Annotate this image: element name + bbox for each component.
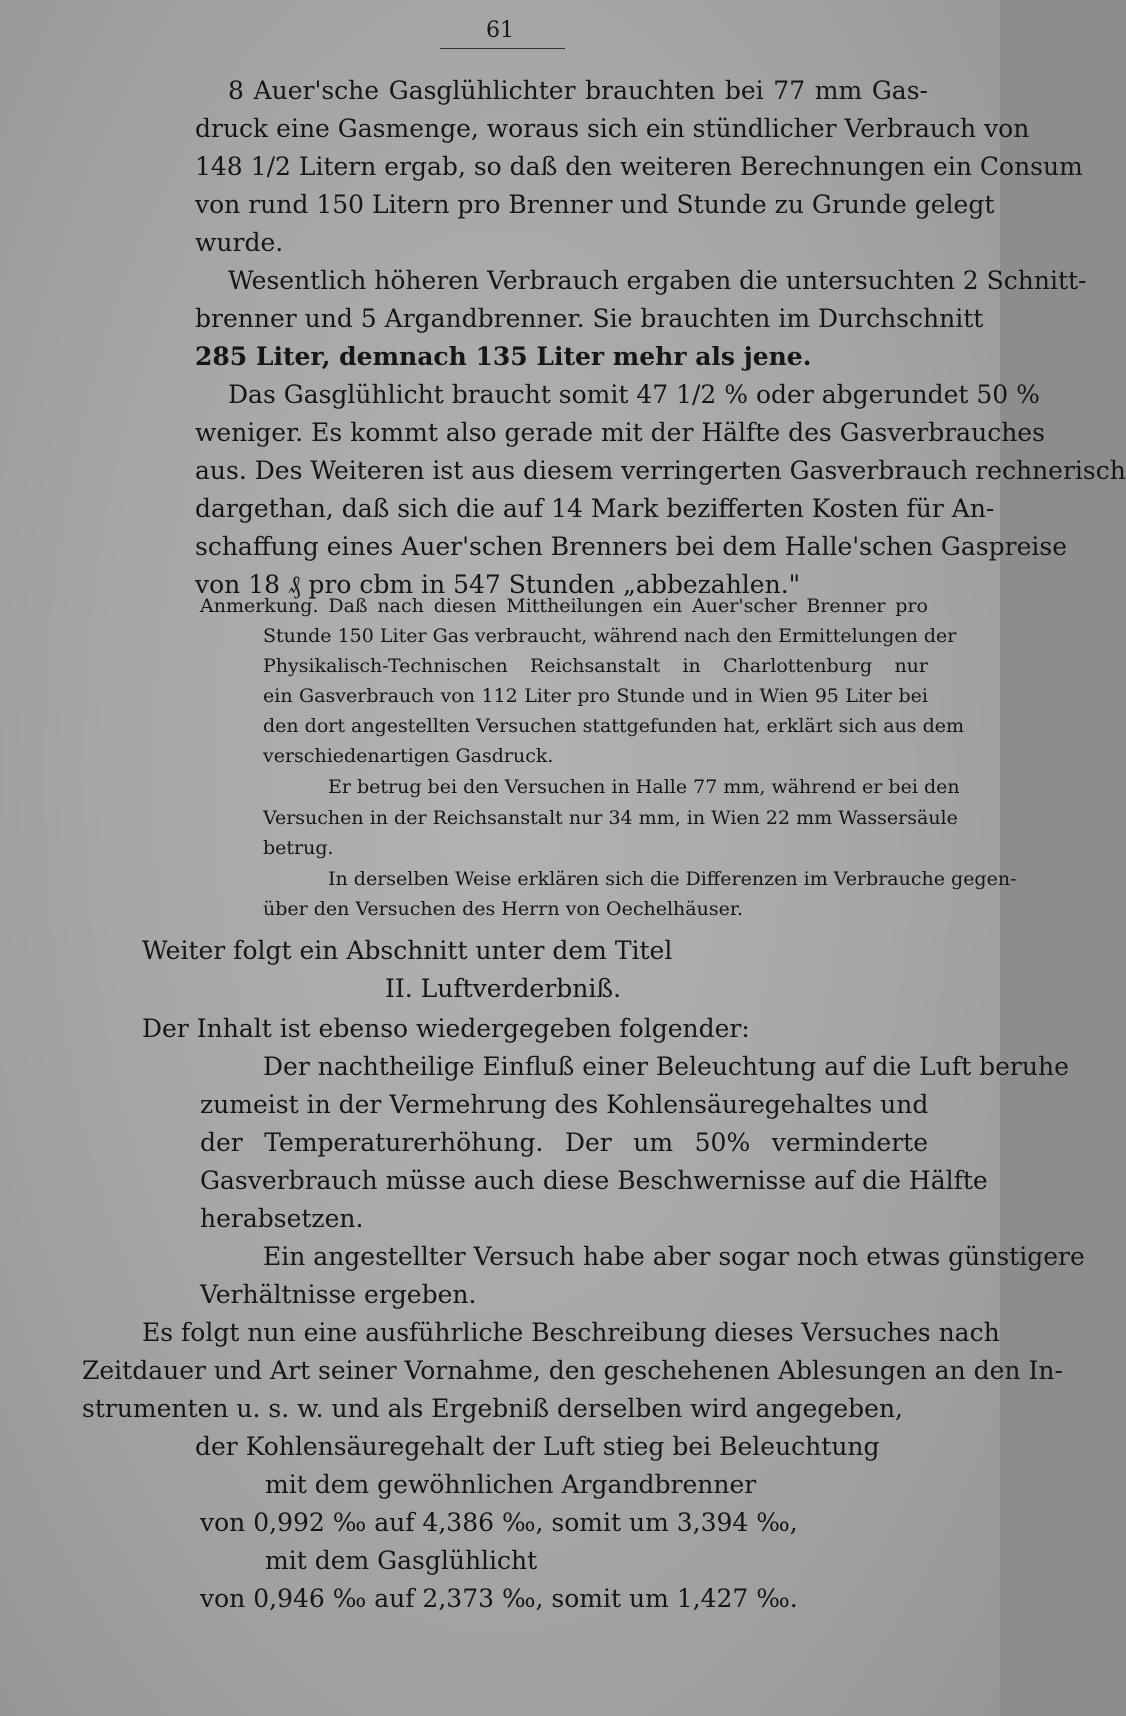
note-line: Versuchen in der Reichsanstalt nur 34 mm, in Wien 22 mm Wassersäule <box>263 807 958 829</box>
note-line: ein Gasverbrauch von 112 Liter pro Stunde und in Wien 95 Liter bei <box>263 685 928 707</box>
note-line: Stunde 150 Liter Gas verbraucht, während nach den Ermittelungen der <box>263 625 957 647</box>
text-line: 8 Auer'sche Gasglühlichter brauchten bei 77 mm Gas- <box>228 76 928 105</box>
text-line: der Temperaturerhöhung. Der um 50% verminderte <box>200 1128 928 1157</box>
text-line: Das Gasglühlicht braucht somit 47 1/2 % oder abgerundet 50 % <box>228 380 1040 409</box>
note-line: verschiedenartigen Gasdruck. <box>263 745 554 767</box>
page-number: 61 <box>486 18 514 43</box>
text-line: Zeitdauer und Art seiner Vornahme, den geschehenen Ablesungen an den In- <box>82 1356 1063 1385</box>
text-line: Ein angestellter Versuch habe aber sogar noch etwas günstigere <box>263 1242 1085 1271</box>
text-line: wurde. <box>195 228 284 257</box>
note-line: den dort angestellten Versuchen stattgefunden hat, erklärt sich aus dem <box>263 715 965 737</box>
note-line: betrug. <box>263 837 334 859</box>
text-line: druck eine Gasmenge, woraus sich ein stündlicher Verbrauch von <box>195 114 1030 143</box>
text-line: mit dem gewöhnlichen Argandbrenner <box>265 1470 757 1499</box>
result-line: von 0,946 ‰ auf 2,373 ‰, somit um 1,427 ‰. <box>200 1584 798 1613</box>
note-line: Anmerkung. Daß nach diesen Mittheilungen ein Auer'scher Brenner pro <box>200 595 928 617</box>
note-line: über den Versuchen des Herrn von Oechelhäuser. <box>263 898 743 920</box>
result-line: von 0,992 ‰ auf 4,386 ‰, somit um 3,394 ‰, <box>200 1508 798 1537</box>
text-line: Der nachtheilige Einfluß einer Beleuchtung auf die Luft beruhe <box>263 1052 1069 1081</box>
text-line: der Kohlensäuregehalt der Luft stieg bei Beleuchtung <box>195 1432 880 1461</box>
section-heading: II. Luftverderbniß. <box>385 974 622 1003</box>
text-line: dargethan, daß sich die auf 14 Mark bezifferten Kosten für An- <box>195 494 995 523</box>
text-line: Der Inhalt ist ebenso wiedergegeben folgender: <box>142 1014 750 1043</box>
text-line: brenner und 5 Argandbrenner. Sie brauchten im Durchschnitt <box>195 304 984 333</box>
note-line: Er betrug bei den Versuchen in Halle 77 mm, während er bei den <box>328 776 960 798</box>
text-line: Verhältnisse ergeben. <box>200 1280 477 1309</box>
note-line: In derselben Weise erklären sich die Differenzen im Verbrauche gegen- <box>328 868 1017 890</box>
text-line: 285 Liter, demnach 135 Liter mehr als jene. <box>195 342 812 371</box>
text-line: weniger. Es kommt also gerade mit der Hälfte des Gasverbrauches <box>195 418 1045 447</box>
text-line: herabsetzen. <box>200 1204 364 1233</box>
text-line: mit dem Gasglühlicht <box>265 1546 538 1575</box>
text-line: von rund 150 Litern pro Brenner und Stunde zu Grunde gelegt <box>195 190 995 219</box>
text-line: Es folgt nun eine ausführliche Beschreibung dieses Versuches nach <box>142 1318 1000 1347</box>
text-line: Wesentlich höheren Verbrauch ergaben die untersuchten 2 Schnitt- <box>228 266 1087 295</box>
header-rule <box>440 48 565 49</box>
text-line: zumeist in der Vermehrung des Kohlensäuregehaltes und <box>200 1090 929 1119</box>
text-line: 148 1/2 Litern ergab, so daß den weiteren Berechnungen ein Consum <box>195 152 1083 181</box>
note-line: Physikalisch-Technischen Reichsanstalt in Charlottenburg nur <box>263 655 928 677</box>
text-line: Weiter folgt ein Abschnitt unter dem Titel <box>142 936 673 965</box>
text-line: aus. Des Weiteren ist aus diesem verringerten Gasverbrauch rechnerisch <box>195 456 1126 485</box>
text-line: Gasverbrauch müsse auch diese Beschwernisse auf die Hälfte <box>200 1166 988 1195</box>
text-line: von 18 ₰ pro cbm in 547 Stunden „abbezahlen." <box>195 570 801 599</box>
text-line: strumenten u. s. w. und als Ergebniß derselben wird angegeben, <box>82 1394 903 1423</box>
text-line: schaffung eines Auer'schen Brenners bei dem Halle'schen Gaspreise <box>195 532 1068 561</box>
